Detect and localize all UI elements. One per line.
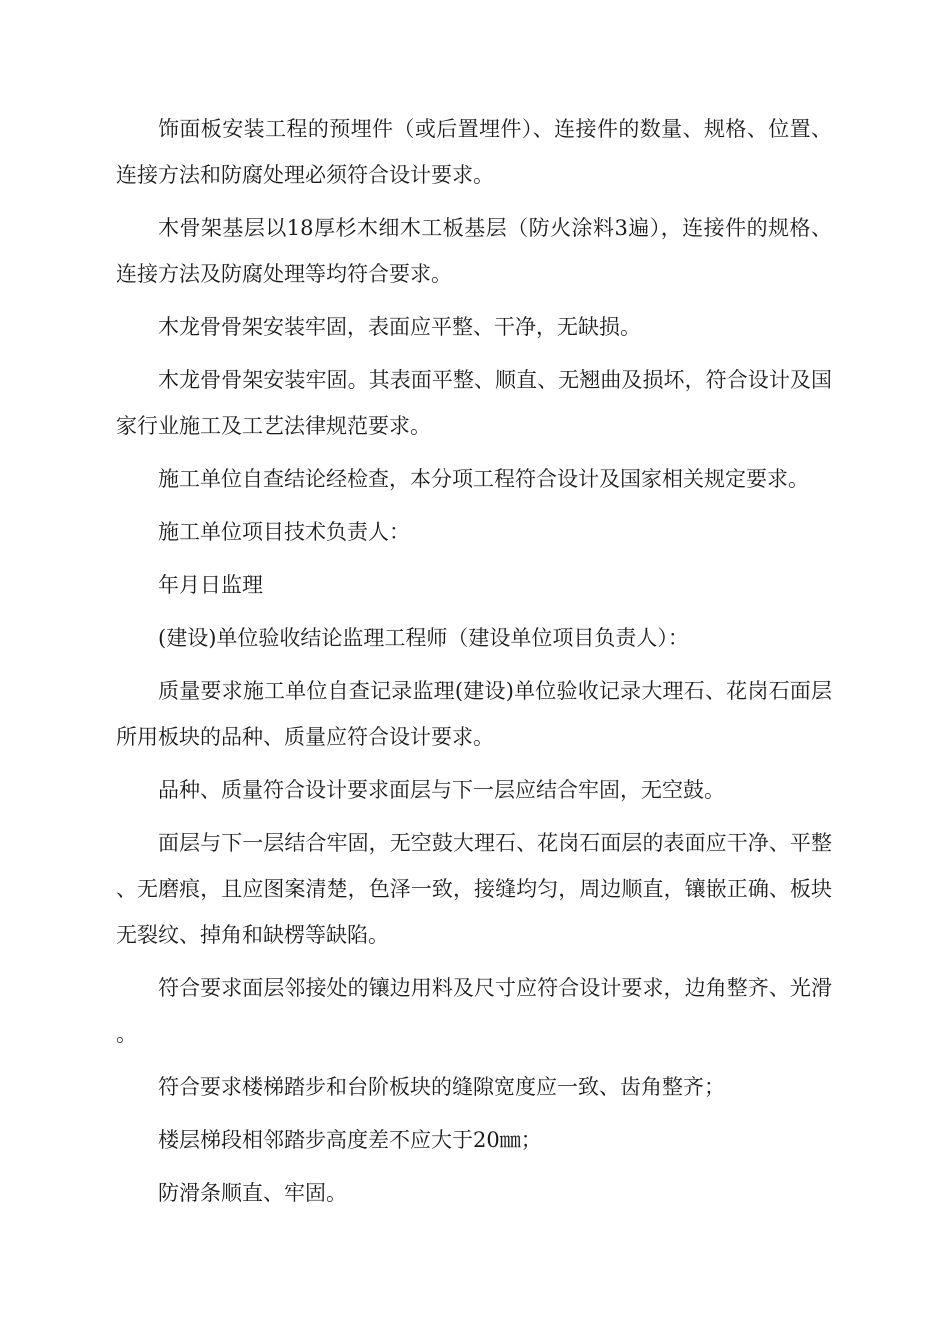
paragraph-layer-bonding: 品种、质量符合设计要求面层与下一层应结合牢固，无空鼓。 [158, 778, 725, 802]
paragraph-self-inspection-conclusion: 施工单位自查结论经检查，本分项工程符合设计及国家相关规定要求。 [158, 467, 809, 491]
paragraph-stone-quality: 质量要求施工单位自查记录监理(建设)单位验收记录大理石、花岗石面层所用板块的品种、质量应符合设计要求。 [116, 679, 832, 749]
paragraph-surface-finish: 面层与下一层结合牢固，无空鼓大理石、花岗石面层的表面应干净、平整、无磨痕，且应图案清楚，色泽一致，接缝均匀，周边顺直，镶嵌正确、板块无裂纹、掉角和缺楞等缺陷。 [116, 831, 832, 947]
paragraph-acceptance-conclusion: (建设)单位验收结论监理工程师（建设单位项目负责人）： [158, 626, 689, 650]
paragraph-keel-surface: 木龙骨骨架安装牢固，表面应平整、干净，无缺损。 [158, 315, 641, 339]
paragraph-edging-materials: 符合要求面层邻接处的镶边用料及尺寸应符合设计要求，边角整齐、光滑。 [116, 976, 832, 1046]
paragraph-keel-installation: 木龙骨骨架安装牢固。其表面平整、顺直、无翘曲及损坏，符合设计及国家行业施工及工艺法律规范要求。 [116, 368, 832, 438]
document-body [116, 106, 832, 1216]
paragraph-anti-slip-strip: 防滑条顺直、牢固。 [158, 1181, 347, 1205]
paragraph-step-height: 楼层梯段相邻踏步高度差不应大于20㎜； [158, 1128, 542, 1152]
paragraph-embedded-parts: 饰面板安装工程的预埋件（或后置埋件）、连接件的数量、规格、位置、连接方法和防腐处理必须符合设计要求。 [116, 117, 832, 187]
paragraph-stair-joints: 符合要求楼梯踏步和台阶板块的缝隙宽度应一致、齿角整齐； [158, 1075, 725, 1099]
paragraph-wood-frame-base: 木骨架基层以18厚杉木细木工板基层（防火涂料3遍），连接件的规格、连接方法及防腐处理等均符合要求。 [116, 216, 832, 286]
paragraph-date-supervision: 年月日监理 [158, 573, 263, 597]
paragraph-technical-lead: 施工单位项目技术负责人： [158, 520, 410, 544]
